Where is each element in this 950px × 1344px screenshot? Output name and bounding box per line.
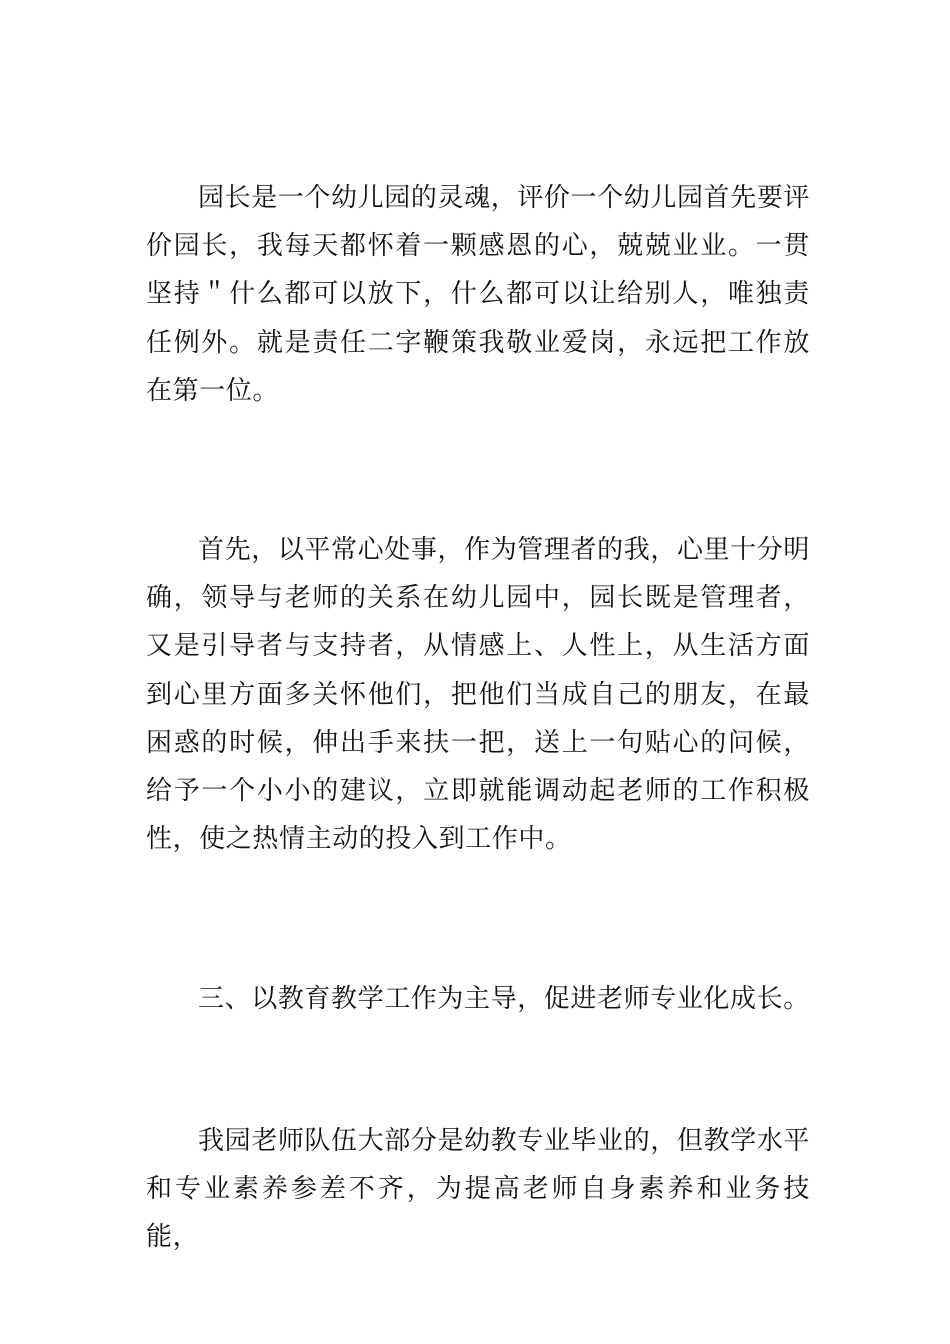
paragraph-principal-role: 园长是一个幼儿园的灵魂，评价一个幼儿园首先要评价园长，我每天都怀着一颗感恩的心，兢兢业业。一贯坚持＂什么都可以放下，什么都可以让给别人，唯独责任例外。就是责任二字鞭策我敬业爱岗，永远把工作放在第一位。 bbox=[146, 183, 810, 406]
section-heading-teaching: 三、以教育教学工作为主导，促进老师专业化成长。 bbox=[198, 984, 810, 1014]
paragraph-management-attitude: 首先，以平常心处事，作为管理者的我，心里十分明确，领导与老师的关系在幼儿园中，园长既是管理者，又是引导者与支持者，从情感上、人性上，从生活方面到心里方面多关怀他们，把他们当成自己的朋友，在最困惑的时候，伸出手来扶一把，送上一句贴心的问候，给予一个小小的建议，立即就能调动起老师的工作积极性，使之热情主动的投入到工作中。 bbox=[146, 535, 810, 855]
paragraph-teacher-team: 我园老师队伍大部分是幼教专业毕业的，但教学水平和专业素养参差不齐，为提高老师自身素养和业务技能， bbox=[146, 1126, 810, 1253]
